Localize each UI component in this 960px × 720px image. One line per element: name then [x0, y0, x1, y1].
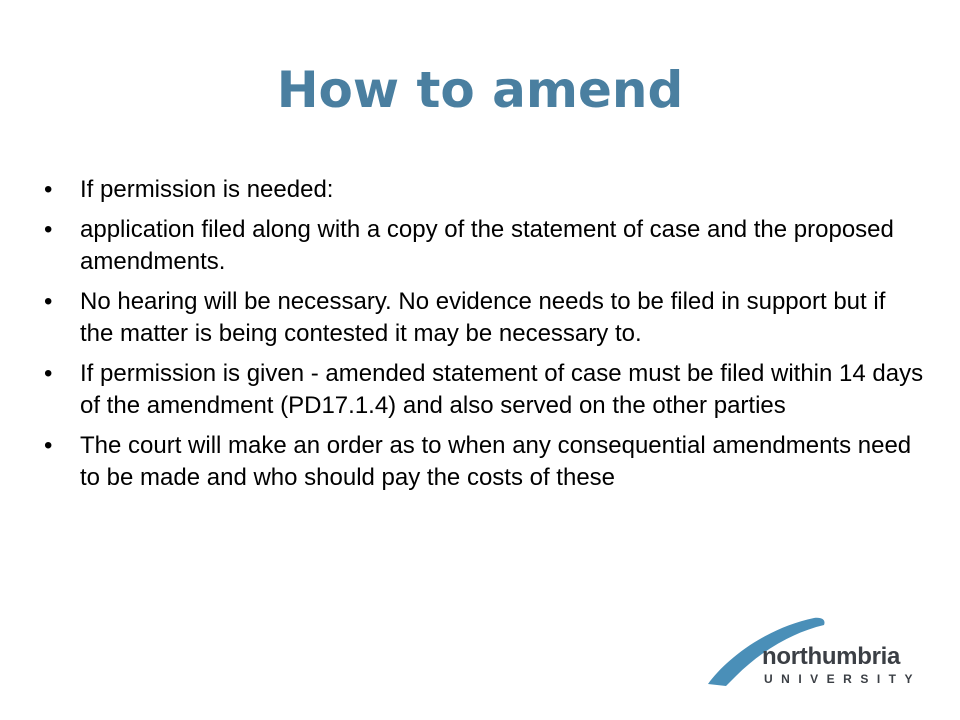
bullet-text: No hearing will be necessary. No evidence needs to be filed in support but if the matter is being contested it may be necessary to.: [80, 288, 886, 347]
bullet-icon: •: [44, 216, 53, 243]
bullet-item: [44, 174, 924, 206]
bullet-icon: •: [44, 176, 53, 203]
bullet-text: If permission is needed:: [80, 176, 334, 203]
slide-title: How to amend: [276, 61, 684, 119]
bullet-icon: •: [44, 360, 53, 387]
bullet-text: application filed along with a copy of the statement of case and the proposed amendments.: [80, 216, 894, 275]
northumbria-logo: [706, 614, 936, 694]
bullet-item: [44, 430, 924, 494]
bullet-item: [44, 214, 924, 278]
bullet-icon: •: [44, 288, 53, 315]
bullet-item: [44, 286, 924, 350]
logo-subtitle: UNIVERSITY: [764, 672, 922, 686]
bullet-text: If permission is given - amended statement of case must be filed within 14 days of the amendment (PD17.1.4) and also served on the other parties: [80, 360, 924, 419]
bullet-text: The court will make an order as to when any consequential amendments need to be made and who should pay the costs of these: [80, 432, 912, 491]
bullet-item: [44, 358, 924, 422]
bullet-list: [44, 174, 924, 502]
logo-name: northumbria: [762, 643, 901, 670]
bullet-icon: •: [44, 432, 53, 459]
